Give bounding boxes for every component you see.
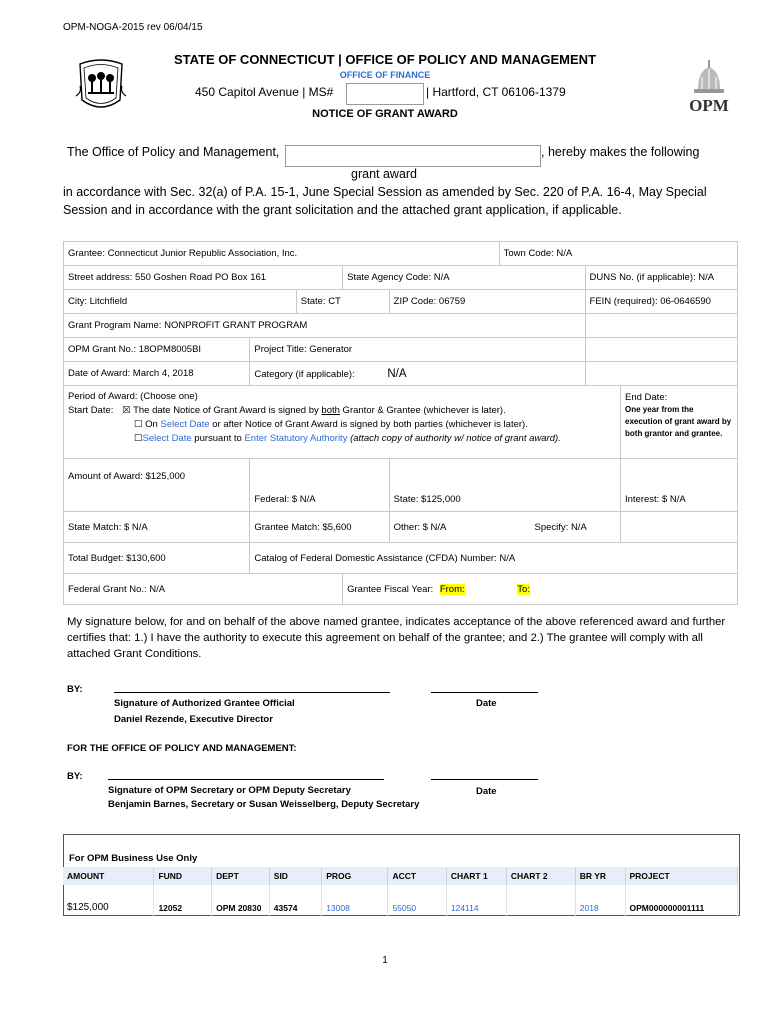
page-number: 1: [382, 955, 388, 966]
grantee-signature-line[interactable]: [114, 692, 390, 693]
fein-cell: FEIN (required): 06-0646590: [585, 290, 737, 314]
intro-line3: in accordance with Sec. 32(a) of P.A. 15-1, June Special Session as amended by Sec. 220 of P.A. 16-4, May Special: [63, 185, 707, 199]
fiscal-to-field[interactable]: To:: [517, 583, 530, 595]
grant-details-table: [63, 241, 738, 605]
option1-text-b: Grantor & Grantee (whichever is later).: [339, 405, 506, 416]
street-cell: Street address: 550 Goshen Road PO Box 161: [64, 266, 343, 290]
for-opm-label: FOR THE OFFICE OF POLICY AND MANAGEMENT:: [67, 743, 297, 754]
project-blank-cell: [585, 338, 737, 362]
business-cell-amount: $125,000: [63, 885, 154, 917]
town-code-cell: Town Code: N/A: [499, 242, 737, 266]
business-use-title: For OPM Business Use Only: [69, 853, 198, 864]
ms-number-field[interactable]: [346, 83, 424, 105]
program-cell: Grant Program Name: NONPROFIT GRANT PROGRAM: [64, 314, 586, 338]
grantor-name-field[interactable]: [285, 145, 541, 167]
business-col-br-yr: BR YR: [575, 867, 625, 885]
interest-cell: Interest: $ N/A: [621, 459, 738, 512]
zip-cell: ZIP Code: 06759: [389, 290, 585, 314]
amount-cell: Amount of Award: $125,000: [64, 459, 250, 512]
business-cell-fund: 12052: [154, 885, 212, 917]
business-col-dept: DEPT: [212, 867, 270, 885]
business-col-acct: ACCT: [388, 867, 446, 885]
opm-signature-line[interactable]: [108, 779, 384, 780]
category-label: Category (if applicable):: [254, 368, 355, 380]
by-label-grantee: BY:: [67, 684, 83, 695]
option2-checkbox[interactable]: ☐: [134, 419, 143, 430]
address-right: | Hartford, CT 06106-1379: [426, 85, 566, 99]
by-label-opm: BY:: [67, 771, 83, 782]
business-cell-dept: OPM 20830: [212, 885, 270, 917]
program-blank-cell: [585, 314, 737, 338]
federal-cell: Federal: $ N/A: [250, 459, 389, 512]
end-date-text: One year from the execution of grant award by both grantor and grantee.: [625, 405, 732, 438]
project-title-cell: Project Title: Generator: [250, 338, 585, 362]
grantee-match-cell: Grantee Match: $5,600: [250, 512, 389, 543]
business-cell-project: OPM000000001111: [625, 885, 738, 917]
other-text: Other: $ N/A: [393, 521, 446, 533]
grant-number-cell: OPM Grant No.: 18OPM8005BI: [64, 338, 250, 362]
business-cell-chart-2: [506, 885, 575, 917]
period-label: Period of Award: (Choose one): [68, 391, 198, 402]
state-amount-cell: State: $125,000: [389, 459, 620, 512]
business-col-fund: FUND: [154, 867, 212, 885]
option3-text-b: (attach copy of authority w/ notice of grant award).: [347, 433, 561, 444]
business-cell-sid: 43574: [269, 885, 321, 917]
fiscal-from-field[interactable]: From:: [439, 583, 465, 595]
address-left: 450 Capitol Avenue | MS#: [195, 85, 334, 99]
city-cell: City: Litchfield: [64, 290, 297, 314]
specify-text: Specify: N/A: [534, 521, 587, 533]
grantee-cell: Grantee: Connecticut Junior Republic Association, Inc.: [64, 242, 500, 266]
opm-date-caption: Date: [476, 786, 497, 797]
opm-signature-caption: Signature of OPM Secretary or OPM Deputy Secretary: [108, 785, 351, 796]
category-value: N/A: [387, 367, 407, 380]
opm-logo: [684, 57, 734, 113]
business-col-chart-1: CHART 1: [446, 867, 506, 885]
intro-line1-right: , hereby makes the following: [541, 145, 700, 159]
option2-text-a: On: [145, 419, 161, 430]
grantee-signature-caption: Signature of Authorized Grantee Official: [114, 698, 295, 709]
federal-grant-cell: Federal Grant No.: N/A: [64, 574, 343, 605]
duns-cell: DUNS No. (if applicable): N/A: [585, 266, 737, 290]
option1-checkbox[interactable]: ☒: [122, 405, 131, 416]
award-date-cell: Date of Award: March 4, 2018: [64, 362, 250, 386]
option2-text-b: or after Notice of Grant Award is signed by both parties (whichever is later).: [209, 419, 528, 430]
cfda-cell: Catalog of Federal Domestic Assistance (CFDA) Number: N/A: [250, 543, 738, 574]
business-cell-chart-1: 124114: [446, 885, 506, 917]
option1-both: both: [321, 405, 340, 416]
business-cell-acct: 55050: [388, 885, 446, 917]
option3-text-a: pursuant to: [191, 433, 245, 444]
form-revision: OPM-NOGA-2015 rev 06/04/15: [63, 22, 203, 33]
business-col-amount: AMOUNT: [63, 867, 154, 885]
fiscal-year-label: Grantee Fiscal Year:: [347, 583, 434, 595]
business-col-project: PROJECT: [625, 867, 738, 885]
fiscal-year-cell: [343, 574, 738, 605]
opm-official-names: Benjamin Barnes, Secretary or Susan Weisselberg, Deputy Secretary: [108, 799, 420, 810]
document-title: STATE OF CONNECTICUT | OFFICE OF POLICY AND MANAGEMENT: [173, 52, 597, 67]
intro-line4: Session and in accordance with the grant solicitation and the attached grant application, if applicable.: [63, 203, 622, 217]
grantee-official-name: Daniel Rezende, Executive Director: [114, 714, 273, 725]
notice-heading: NOTICE OF GRANT AWARD: [312, 108, 458, 120]
specify-blank-cell: [621, 512, 738, 543]
category-cell: [250, 362, 585, 386]
start-date-label: Start Date:: [68, 405, 114, 416]
office-of-finance: OFFICE OF FINANCE: [339, 70, 431, 80]
option3-statutory-authority[interactable]: Enter Statutory Authority: [244, 433, 348, 444]
end-date-label: End Date:: [625, 392, 668, 403]
option1-text-a: The date Notice of Grant Award is signed by: [133, 405, 322, 416]
svg-text:OPM: OPM: [689, 96, 729, 113]
total-budget-cell: Total Budget: $130,600: [64, 543, 250, 574]
business-col-chart-2: CHART 2: [506, 867, 575, 885]
grantee-date-caption: Date: [476, 698, 497, 709]
business-cell-br-yr: 2018: [575, 885, 625, 917]
business-use-table: [63, 867, 738, 917]
business-cell-prog: 13008: [322, 885, 388, 917]
option3-checkbox[interactable]: ☐: [134, 433, 143, 444]
intro-line2: grant award: [351, 167, 418, 181]
opm-date-line[interactable]: [431, 779, 538, 780]
period-cell: [64, 386, 621, 459]
other-cell: [389, 512, 620, 543]
business-col-sid: SID: [269, 867, 321, 885]
option3-select-date[interactable]: Select Date: [142, 433, 192, 444]
intro-line1-left: The Office of Policy and Management,: [67, 145, 280, 159]
category-blank-cell: [585, 362, 737, 386]
option2-select-date[interactable]: Select Date: [160, 419, 210, 430]
state-cell: State: CT: [296, 290, 389, 314]
grantee-date-line[interactable]: [431, 692, 538, 693]
end-date-cell: [621, 386, 738, 459]
business-col-prog: PROG: [322, 867, 388, 885]
certification-text: My signature below, for and on behalf of the above named grantee, indicates acceptance of the above referenced award and further certifies that: 1.) I have the authority to execute this agreement on behalf of the grantee; and 2.) The grantee will comply with all attached Grant Conditions.: [67, 616, 726, 660]
agency-code-cell: State Agency Code: N/A: [343, 266, 585, 290]
state-match-cell: State Match: $ N/A: [64, 512, 250, 543]
